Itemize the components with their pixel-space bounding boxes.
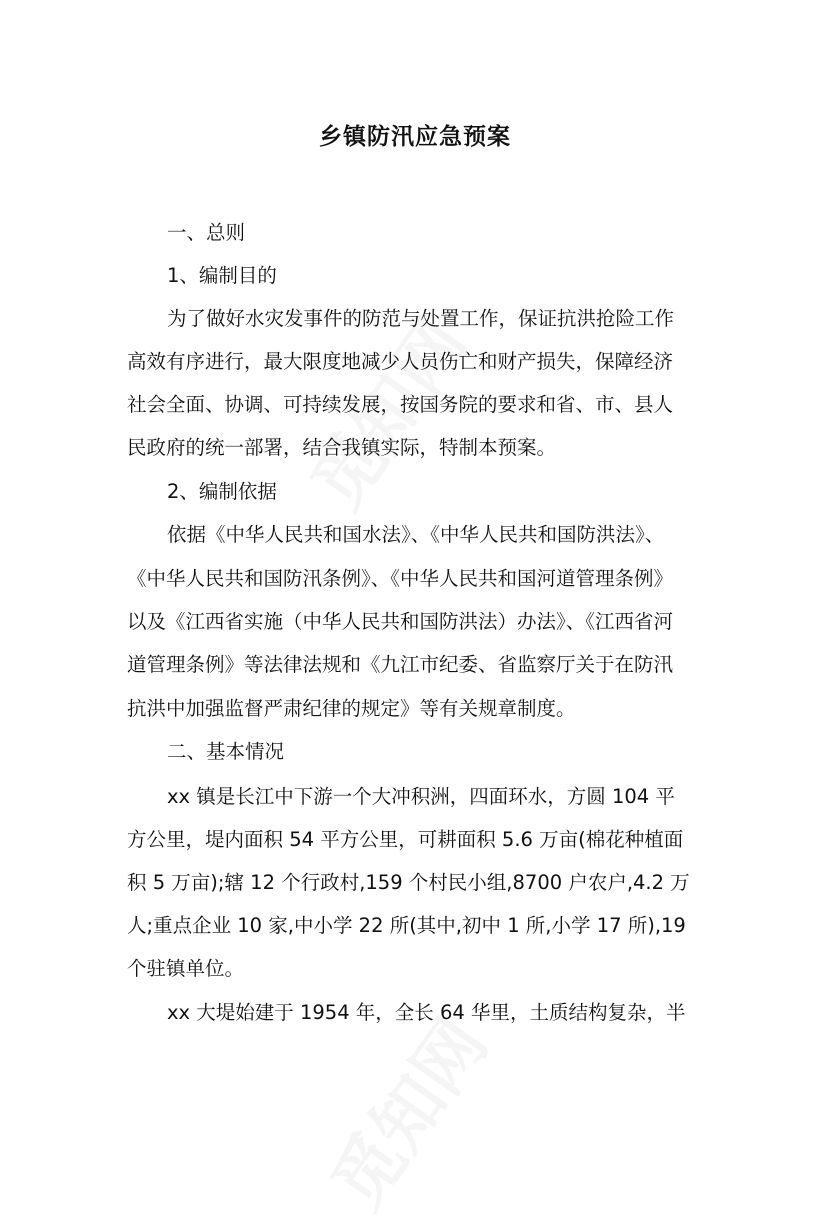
paragraph-line: xx 大堤始建于 1954 年，全长 64 华里，土质结构复杂，半: [167, 1001, 686, 1024]
paragraph-line: xx 镇是长江中下游一个大冲积洲，四面环水，方圆 104 平: [167, 785, 675, 808]
paragraph-line: 高效有序进行，最大限度地减少人员伤亡和财产损失，保障经济: [127, 350, 674, 373]
subsection-heading: 2、编制依据: [167, 480, 277, 503]
paragraph-line: 社会全面、协调、可持续发展，按国务院的要求和省、市、县人: [127, 393, 674, 416]
paragraph-line: 人;重点企业 10 家,中小学 22 所(其中,初中 1 所,小学 17 所),19: [127, 914, 686, 937]
section-heading: 一、总则: [167, 221, 246, 244]
paragraph-line: 个驻镇单位。: [127, 957, 245, 980]
paragraph-line: 积 5 万亩);辖 12 个行政村,159 个村民小组,8700 户农户,4.2 万: [127, 871, 690, 894]
paragraph-line: 方公里，堤内面积 54 平方公里，可耕面积 5.6 万亩(棉花种植面: [127, 828, 684, 851]
paragraph-line: 民政府的统一部署，结合我镇实际，特制本预案。: [127, 436, 557, 459]
paragraph-line: 依据《中华人民共和国水法》、《中华人民共和国防洪法》、: [167, 523, 665, 546]
paragraph-line: 为了做好水灾发事件的防范与处置工作，保证抗洪抢险工作: [167, 307, 675, 330]
paragraph-line: 《中华人民共和国防汛条例》、《中华人民共和国河道管理条例》: [127, 567, 674, 590]
paragraph-line: 抗洪中加强监督严肃纪律的规定》等有关规章制度。: [127, 697, 576, 720]
document-title: 乡镇防汛应急预案: [319, 124, 511, 150]
section-heading: 二、基本情况: [167, 740, 285, 763]
subsection-heading: 1、编制目的: [167, 264, 277, 287]
paragraph-line: 以及《江西省实施（中华人民共和国防洪法）办法》、《江西省河: [127, 610, 674, 633]
paragraph-line: 道管理条例》等法律法规和《九江市纪委、省监察厅关于在防汛: [127, 653, 674, 676]
watermark-logo: [303, 996, 506, 1225]
